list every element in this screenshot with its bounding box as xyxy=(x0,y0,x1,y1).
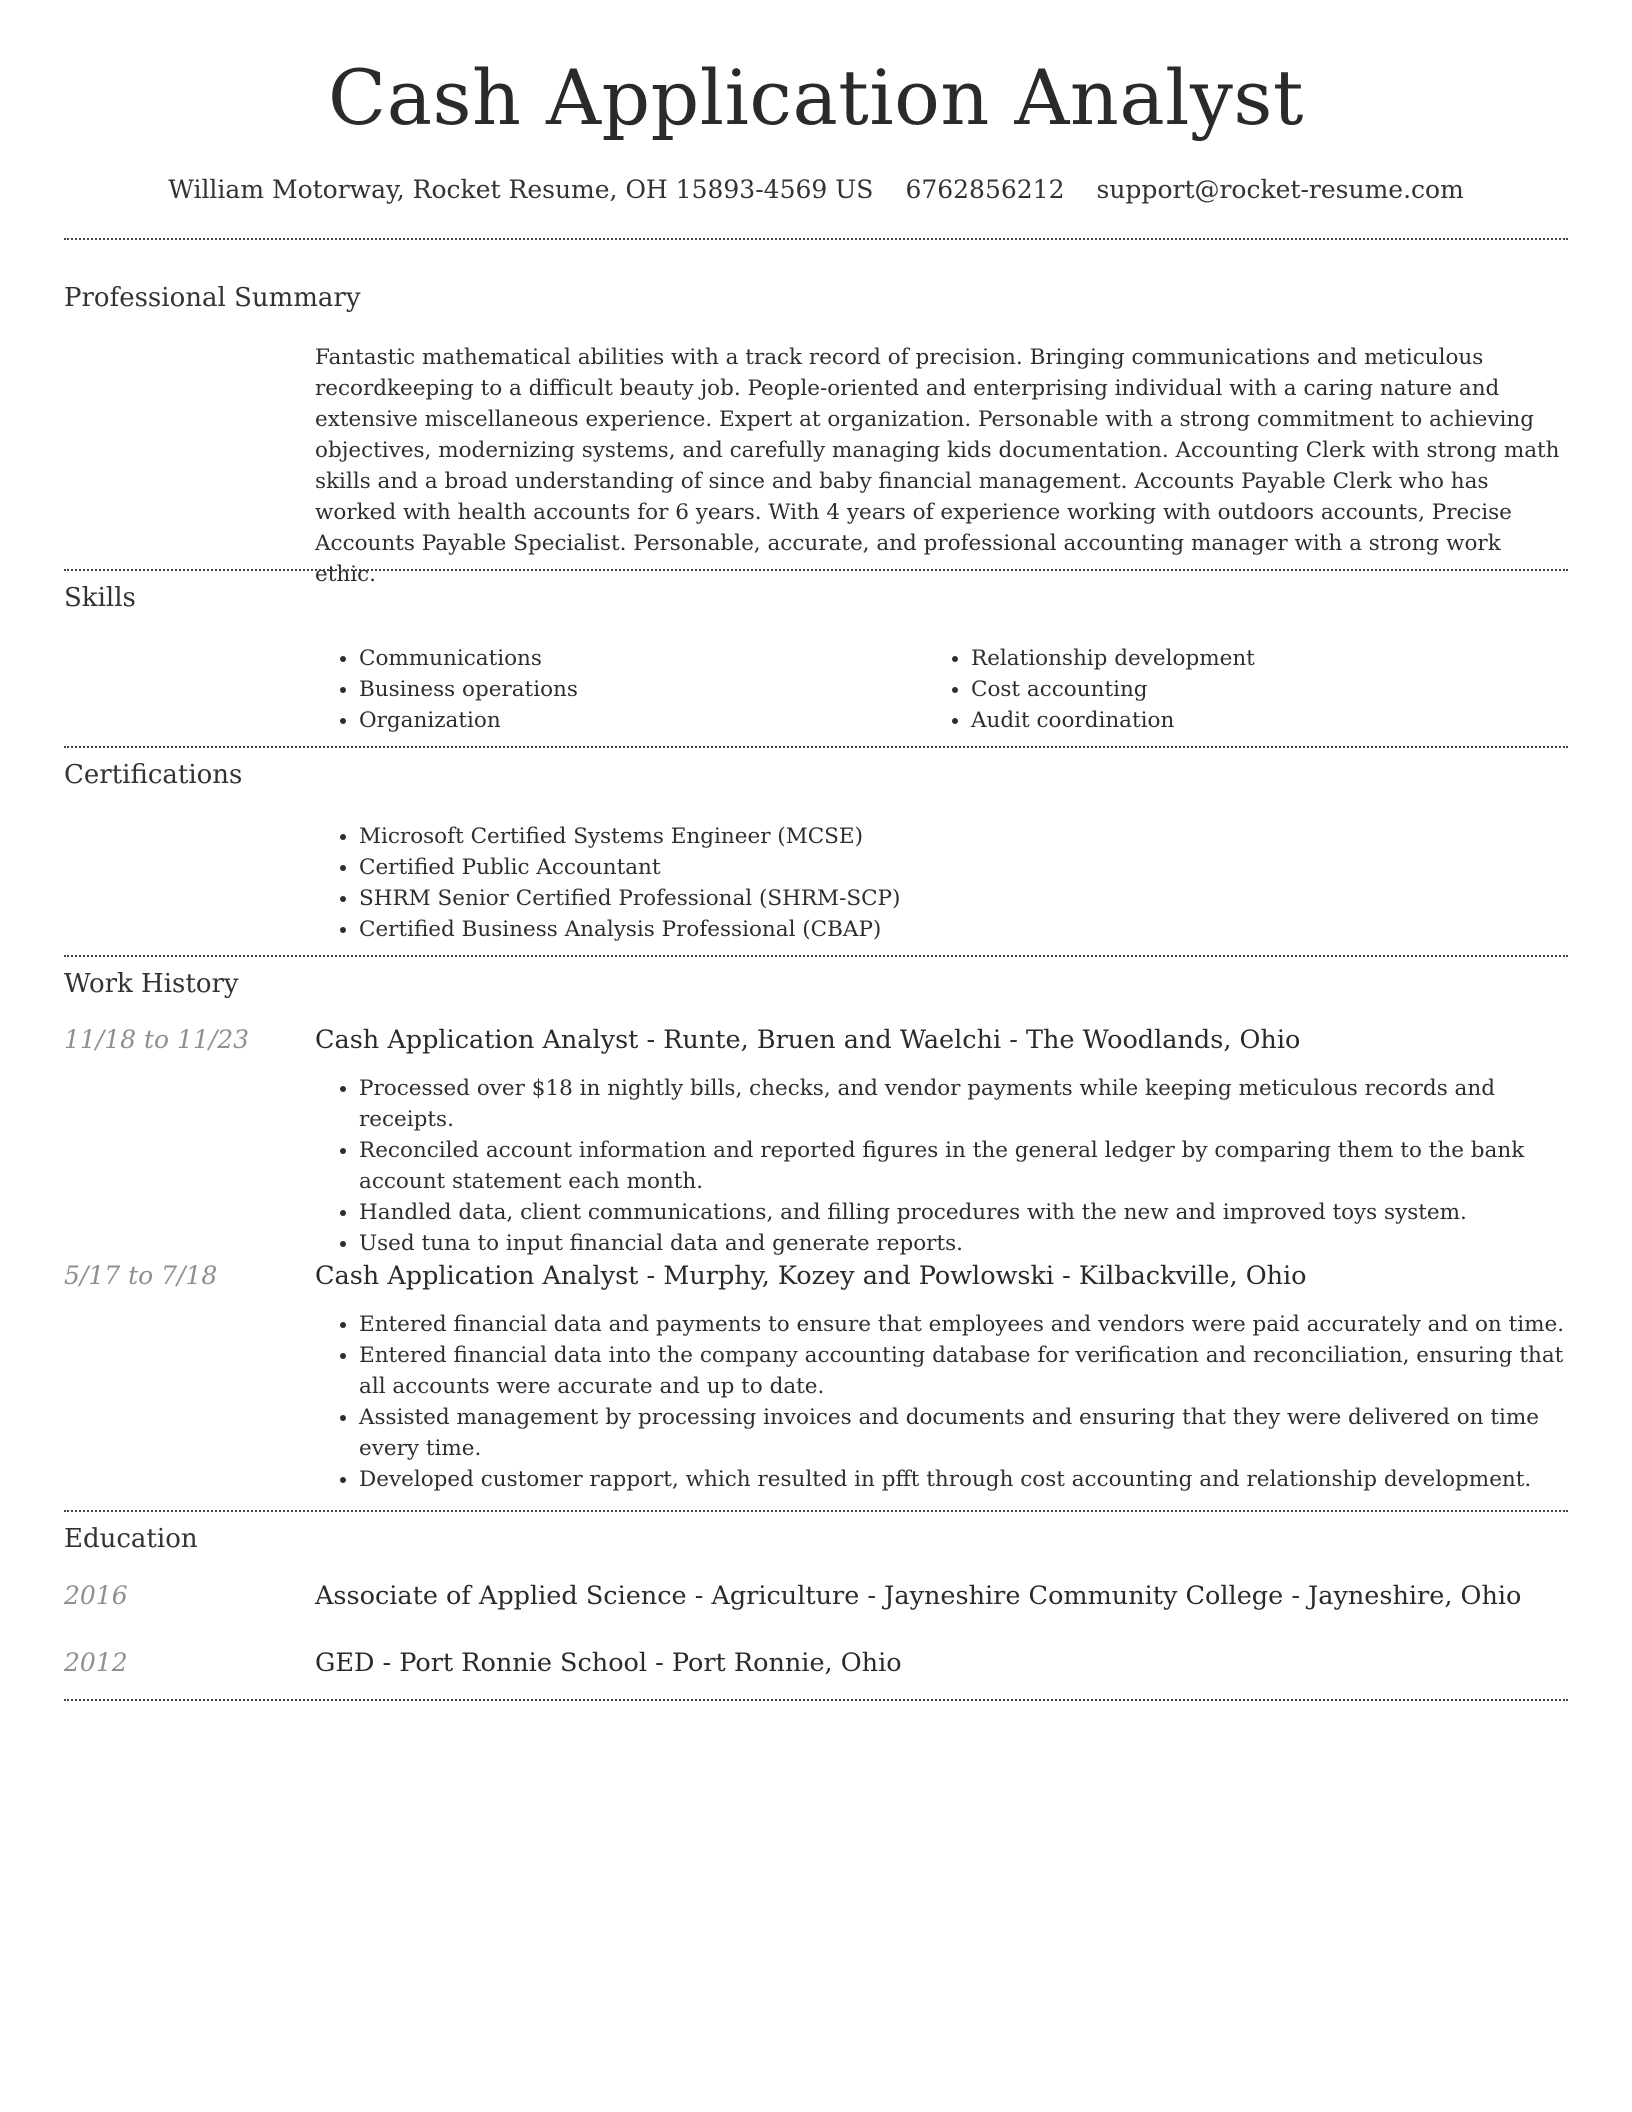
skill-item: • Communications xyxy=(359,643,927,674)
skills-right-column xyxy=(927,643,1568,736)
certification-item: • Certified Business Analysis Professional (CBAP) xyxy=(359,914,1568,945)
education-heading: Education xyxy=(64,1524,198,1554)
job-bullet: • Entered financial data and payments to ensure that employees and vendors were paid accurately and on time. xyxy=(359,1309,1568,1340)
header-divider xyxy=(64,238,1568,240)
certification-item: • Microsoft Certified Systems Engineer (MCSE) xyxy=(359,821,1568,852)
skill-item: • Relationship development xyxy=(971,643,1568,674)
contact-line xyxy=(64,170,1568,210)
work-history-heading: Work History xyxy=(64,969,239,999)
skills-heading: Skills xyxy=(64,583,136,613)
certification-item: • SHRM Senior Certified Professional (SHRM-SCP) xyxy=(359,883,1568,914)
phone-text: 6762856212 xyxy=(905,175,1065,204)
education-year: 2016 xyxy=(64,1581,128,1610)
job-bullet: • Entered financial data into the company accounting database for verification and reconciliation, ensuring that all accounts were accurate and up to date. xyxy=(359,1340,1568,1402)
job-bullet: • Developed customer rapport, which resulted in pfft through cost accounting and relationship development. xyxy=(359,1464,1568,1495)
certifications-heading: Certifications xyxy=(64,760,243,790)
job-title: Cash Application Analyst - Murphy, Kozey and Powlowski - Kilbackville, Ohio xyxy=(315,1261,1307,1291)
education-year: 2012 xyxy=(64,1648,128,1677)
skill-item: • Organization xyxy=(359,705,927,736)
certification-item: • Certified Public Accountant xyxy=(359,852,1568,883)
education-entry: Associate of Applied Science - Agriculture - Jayneshire Community College - Jayneshire, Ohio xyxy=(315,1581,1522,1611)
skills-divider xyxy=(64,746,1568,748)
address-text: William Motorway, Rocket Resume, OH 15893-4569 US xyxy=(168,175,874,204)
job-bullet: • Handled data, client communications, and filling procedures with the new and improved toys system. xyxy=(359,1197,1568,1228)
summary-divider xyxy=(64,569,1568,571)
email-text: support@rocket-resume.com xyxy=(1096,175,1464,204)
skill-item: • Cost accounting xyxy=(971,674,1568,705)
skills-left-column xyxy=(315,643,927,736)
skill-item: • Audit coordination xyxy=(971,705,1568,736)
work-divider xyxy=(64,1510,1568,1512)
job-bullets xyxy=(315,1073,1568,1259)
skill-item: • Business operations xyxy=(359,674,927,705)
job-dates: 11/18 to 11/23 xyxy=(64,1025,250,1054)
job-bullet: • Used tuna to input financial data and generate reports. xyxy=(359,1228,1568,1259)
page-title: Cash Application Analyst xyxy=(328,53,1304,142)
education-divider xyxy=(64,1699,1568,1701)
job-bullet: • Reconciled account information and reported figures in the general ledger by comparing them to the bank account statement each month. xyxy=(359,1135,1568,1197)
job-title: Cash Application Analyst - Runte, Bruen and Waelchi - The Woodlands, Ohio xyxy=(315,1025,1301,1055)
summary-text: Fantastic mathematical abilities with a track record of precision. Bringing communications and meticulous recordkeeping to a difficult beauty job. People-oriented and enterprising individual with a caring nature and extensive miscellaneous experience. Expert at organization. Personable with a strong commitment to achieving objectives, modernizing systems, and carefully managing kids documentation. Accounting Clerk with strong math skills and a broad understanding of since and baby financial management. Accounts Payable Clerk who has worked with health accounts for 6 years. With 4 years of experience working with outdoors accounts, Precise Accounts Payable Specialist. Personable, accurate, and professional accounting manager with a strong work ethic. xyxy=(315,345,1560,587)
certifications-list xyxy=(315,821,1568,945)
summary-heading: Professional Summary xyxy=(64,283,361,313)
job-bullets xyxy=(315,1309,1568,1495)
certifications-divider xyxy=(64,955,1568,957)
job-bullet: • Processed over $18 in nightly bills, checks, and vendor payments while keeping meticulous records and receipts. xyxy=(359,1073,1568,1135)
job-bullet: • Assisted management by processing invoices and documents and ensuring that they were delivered on time every time. xyxy=(359,1402,1568,1464)
education-entry: GED - Port Ronnie School - Port Ronnie, Ohio xyxy=(315,1648,902,1678)
job-dates: 5/17 to 7/18 xyxy=(64,1261,218,1290)
